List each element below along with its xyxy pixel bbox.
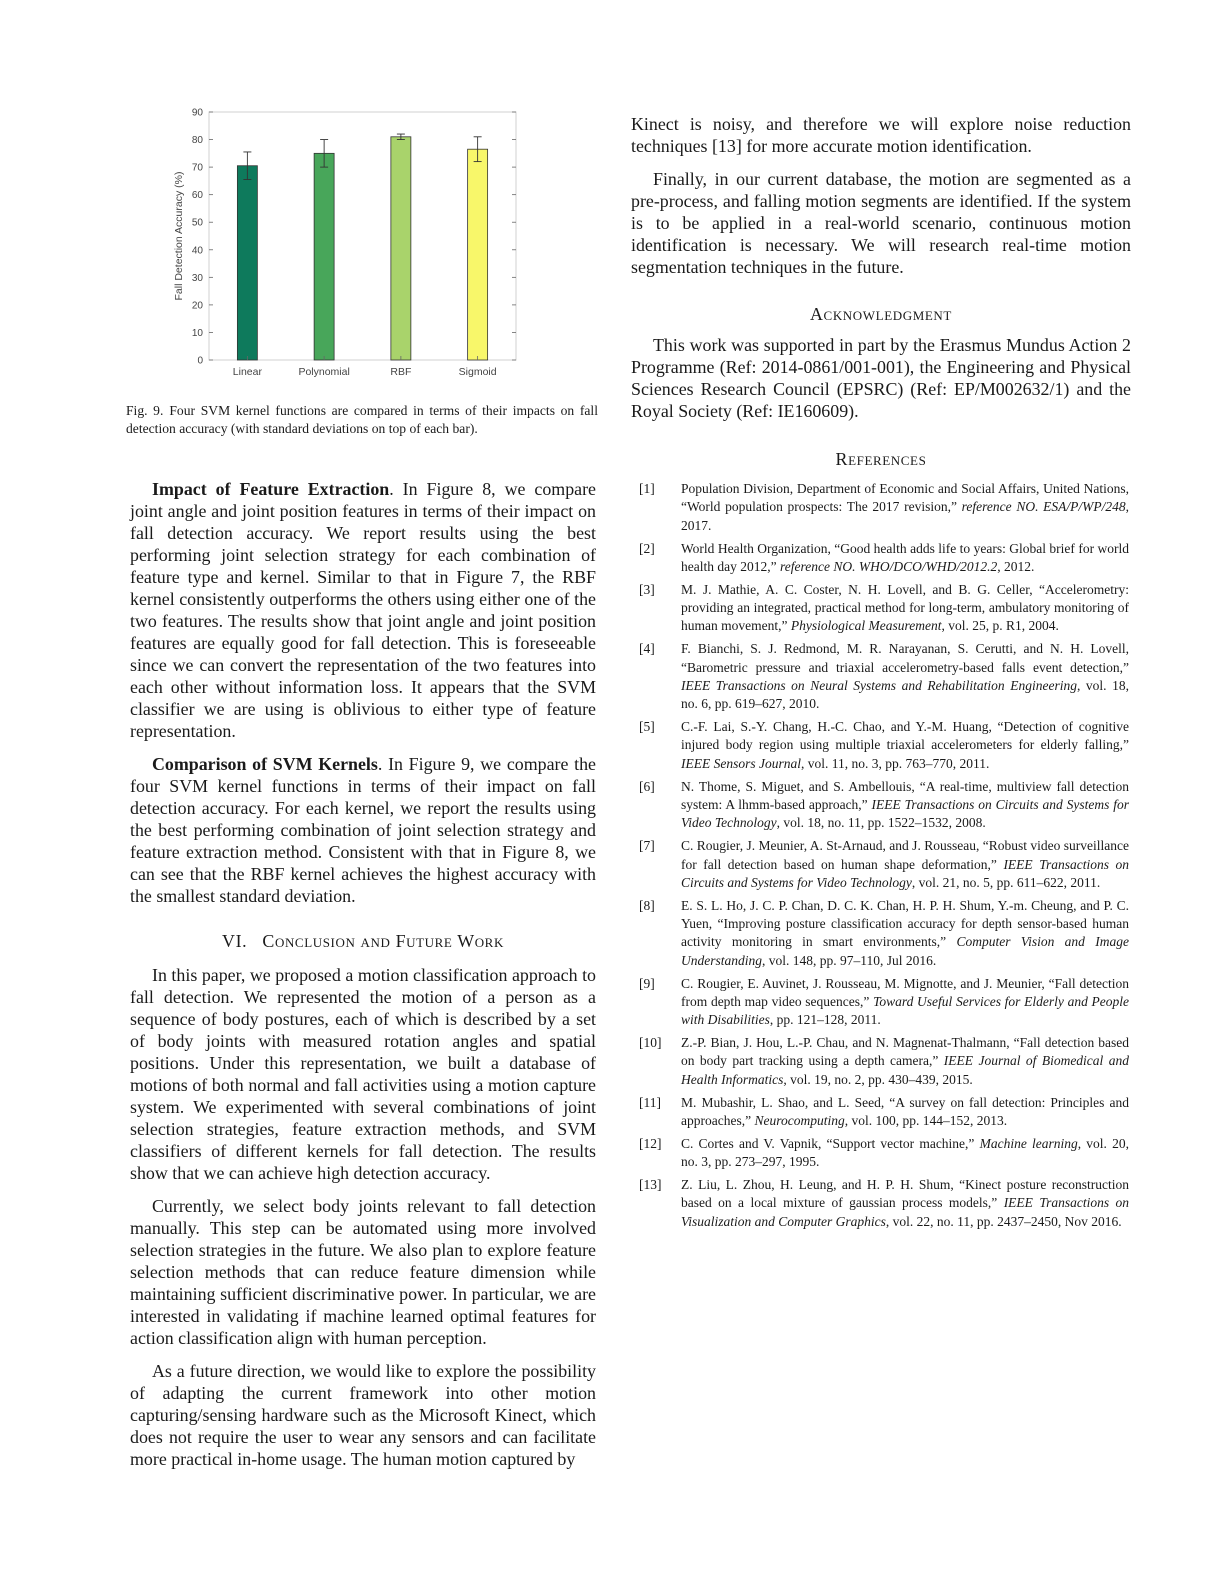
figure-caption [126,402,598,437]
reference-details: , vol. 22, no. 11, pp. 2437–2450, Nov 2016. [885,1213,1122,1229]
reference-details: , vol. 18, no. 11, pp. 1522–1532, 2008. [776,815,986,831]
figure-9 [130,98,596,393]
reference-authors-title: M. Mubashir, L. Shao, and L. Seed, “A survey on fall detection: Principles and approaches,” [681,1094,1129,1128]
references-list [639,480,1129,1235]
paragraph-svm-kernels [130,753,596,907]
reference-item [639,718,1129,773]
y-tick-label: 80 [191,135,203,147]
reference-item [639,640,1129,714]
reference-details: , vol. 148, pp. 97–110, Jul 2016. [762,952,937,968]
reference-venue: Computer Vision and Image Understanding [681,934,1129,968]
reference-number: [9] [639,975,655,991]
section-title: Conclusion and Future Work [262,931,504,951]
reference-venue: reference NO. WHO/DCO/WHD/2012.2 [779,558,998,574]
reference-venue: IEEE Transactions on Circuits and Systems for Video Technology [681,856,1129,890]
reference-venue: IEEE Transactions on Circuits and Systems for Video Technology [681,796,1129,831]
reference-authors-title: F. Bianchi, S. J. Redmond, M. R. Narayanan, S. Cerutti, and N. H. Lovell, “Barometric pressure and triaxial accelerometry-based falls event detection,” [681,641,1129,675]
x-tick-label: Sigmoid [458,366,497,378]
reference-venue: Neurocomputing [754,1112,845,1128]
reference-authors-title: World Health Organization, “Good health adds life to years: Global brief for world health day 2012,” [681,540,1129,574]
bar-sigmoid [468,149,488,360]
reference-authors-title: C.-F. Lai, S.-Y. Chang, H.-C. Chao, and Y.-M. Huang, “Detection of cognitive injured body region using multiple triaxial accelerometers for elderly falling,” [681,719,1129,753]
paragraph-future-direction: As a future direction, we would like to explore the possibility of adapting the current framework into other motion capturing/sensing hardware such as the Microsoft Kinect, which does not require the user to wear any sensors and can facilitate more practical in-home usage. The human motion captured by [130,1361,596,1469]
reference-details: , 2012. [997,558,1035,574]
reference-item [639,581,1129,636]
reference-venue: IEEE Sensors Journal [681,755,801,771]
reference-authors-title: C. Rougier, E. Auvinet, J. Rousseau, M. Mignotte, and J. Meunier, “Fall detection from depth map video sequences,” [681,975,1129,1009]
reference-venue: Machine learning [979,1135,1078,1151]
reference-number: [10] [639,1035,662,1051]
reference-item [639,837,1129,892]
reference-details: , 2017. [681,499,1129,533]
acknowledgment-heading: Acknowledgment [810,304,952,324]
right-body-text [631,113,1131,278]
reference-authors-title: C. Rougier, J. Meunier, A. St-Arnaud, and J. Rousseau, “Robust video surveillance for fall detection based on human shape deformation,” [681,838,1129,872]
reference-item [639,1176,1129,1231]
reference-venue: IEEE Transactions on Visualization and Computer Graphics [681,1195,1129,1229]
reference-number: [13] [639,1176,662,1192]
reference-item [639,1094,1129,1131]
y-tick-label: 70 [191,162,203,174]
reference-item [639,1135,1129,1172]
reference-number: [7] [639,838,655,854]
reference-authors-title: Z. Liu, L. Zhou, H. Leung, and H. P. H. Shum, “Kinect posture reconstruction based on a local mixture of gaussian process models,” [681,1176,1129,1211]
reference-venue: IEEE Journal of Biomedical and Health Informatics [681,1053,1129,1087]
reference-details: , pp. 121–128, 2011. [769,1012,881,1028]
reference-details: , vol. 11, no. 3, pp. 763–770, 2011. [800,755,990,771]
figure-caption-text: Four SVM kernel functions are compared in terms of their impacts on fall detection accuracy (with standard deviations on top of each bar). [126,403,598,436]
figure-label: Fig. 9. [126,403,164,418]
reference-item [639,540,1129,577]
reference-details: , vol. 21, no. 5, pp. 611–622, 2011. [911,874,1101,890]
paragraph-lead: Comparison of SVM Kernels [152,754,378,774]
x-tick-label: Polynomial [298,366,350,378]
y-tick-label: 60 [191,190,203,202]
reference-number: [11] [639,1094,661,1110]
reference-number: [3] [639,581,655,597]
acknowledgment-text: This work was supported in part by the Erasmus Mundus Action 2 Programme (Ref: 2014-0861/001-001), the Engineering and Physical Sciences Research Council (EPSRC) (Ref: EP/M002632/1) and the Royal Society (Ref: IE160609). [631,335,1131,421]
paragraph-feature-extraction [130,478,596,742]
reference-number: [4] [639,641,655,657]
reference-number: [12] [639,1135,662,1151]
paragraph-segmentation: Finally, in our current database, the motion are segmented as a pre-process, and falling motion segments are identified. If the system is to be applied in a real-world scenario, continuous motion identification is necessary. We will research real-time motion segmentation techniques in the future. [631,169,1131,277]
reference-venue: IEEE Transactions on Neural Systems and Rehabilitation Engineering [681,677,1077,693]
reference-item [639,897,1129,971]
reference-venue: Physiological Measurement [790,618,942,634]
references-heading: References [835,449,927,469]
reference-details: , vol. 20, no. 3, pp. 273–297, 1995. [681,1135,1129,1170]
reference-item [639,778,1129,833]
paragraph-lead: Impact of Feature Extraction [152,479,390,499]
reference-details: , vol. 25, p. R1, 2004. [941,618,1059,634]
reference-details: , vol. 100, pp. 144–152, 2013. [844,1112,1008,1128]
reference-authors-title: M. J. Mathie, A. C. Coster, N. H. Lovell, and B. G. Celler, “Accelerometry: providing an integrated, practical method for long-term, ambulatory monitoring of human movement,” [681,581,1129,634]
reference-venue: reference NO. ESA/P/WP/248 [961,499,1126,515]
section-number: VI. [222,931,248,951]
bar-polynomial [314,153,334,360]
paragraph-text: . In Figure 8, we compare joint angle and joint position features in terms of their impact on fall detection accuracy. We report results using the best performing joint selection strategy for each combination of feature type and kernel. Similar to that in Figure 7, the RBF kernel consistently outperforms the others using either one of the two features. The results show that joint angle and joint position features are equally good for fall detection. This is foreseeable since we can convert the representation of the two features into each other without information loss. It appears that the SVM classifier we are using is oblivious to either type of feature representation. [130,479,596,741]
y-tick-label: 40 [191,245,203,257]
left-body-text [130,478,596,1470]
reference-details: , vol. 18, no. 6, pp. 619–627, 2010. [681,677,1129,712]
reference-item [639,975,1129,1030]
paragraph-text: . In Figure 9, we compare the four SVM kernel functions in terms of their impact on fall detection accuracy. For each kernel, we report the results using the best performing combination of joint selection strategy and feature extraction method. Consistent with that in Figure 8, we can see that the RBF kernel achieves the highest accuracy with the smallest standard deviation. [130,754,596,906]
x-tick-label: RBF [390,366,412,378]
reference-authors-title: E. S. L. Ho, J. C. P. Chan, D. C. K. Chan, H. P. H. Shum, Y.-m. Cheung, and P. C. Yuen, “Improving posture classification accuracy for depth sensor-based human activity monitoring in smart environments,” [681,897,1129,950]
y-tick-label: 10 [191,327,203,339]
paragraph-conclusion: In this paper, we proposed a motion classification approach to fall detection. We represented the motion of a person as a sequence of body postures, each of which is described by a set of body joints with measured rotation angles and spatial positions. Under this representation, we built a database of motions of both normal and fall activities using a motion capture system. We experimented with several combinations of joint selection strategies, feature extraction methods, and SVM classifiers of different kernels for fall detection. The results show that we can achieve high detection accuracy. [130,965,596,1183]
y-tick-label: 0 [197,355,203,367]
y-axis-label: Fall Detection Accuracy (%) [173,171,185,301]
reference-number: [6] [639,778,655,794]
bar-chart [130,98,596,393]
bar-linear [237,166,257,360]
y-tick-label: 90 [191,107,203,119]
y-tick-label: 20 [191,300,203,312]
reference-details: , vol. 19, no. 2, pp. 430–439, 2015. [783,1071,973,1087]
reference-authors-title: Population Division, Department of Economic and Social Affairs, United Nations, “World population prospects: The 2017 revision,” [681,481,1129,515]
paragraph-future-work: Currently, we select body joints relevant to fall detection manually. This step can be automated using more involved selection strategies in the future. We also plan to explore feature selection methods that can reduce feature dimension while maintaining sufficient discriminative power. In particular, we are interested in validating if machine learned optimal features for action classification align with human perception. [130,1196,596,1348]
y-tick-label: 30 [191,272,203,284]
y-tick-label: 50 [191,217,203,229]
x-tick-label: Linear [232,366,262,378]
reference-item [639,1034,1129,1089]
reference-authors-title: Z.-P. Bian, J. Hou, L.-P. Chau, and N. Magnenat-Thalmann, “Fall detection based on body part tracking using a depth camera,” [681,1035,1129,1069]
reference-authors-title: C. Cortes and V. Vapnik, “Support vector machine,” [681,1135,980,1151]
reference-number: [2] [639,540,655,556]
reference-item [639,480,1129,535]
reference-number: [8] [639,897,655,913]
reference-authors-title: N. Thome, S. Miguet, and S. Ambellouis, “A real-time, multiview fall detection system: A lhmm-based approach,” [681,778,1129,812]
bar-rbf [391,137,411,360]
reference-venue: Toward Useful Services for Elderly and People with Disabilities [681,993,1130,1028]
paragraph-kinect: Kinect is noisy, and therefore we will explore noise reduction techniques [13] for more accurate motion identification. [631,114,1131,156]
reference-number: [1] [639,481,655,496]
reference-number: [5] [639,719,655,735]
section-heading-conclusion [130,931,596,952]
